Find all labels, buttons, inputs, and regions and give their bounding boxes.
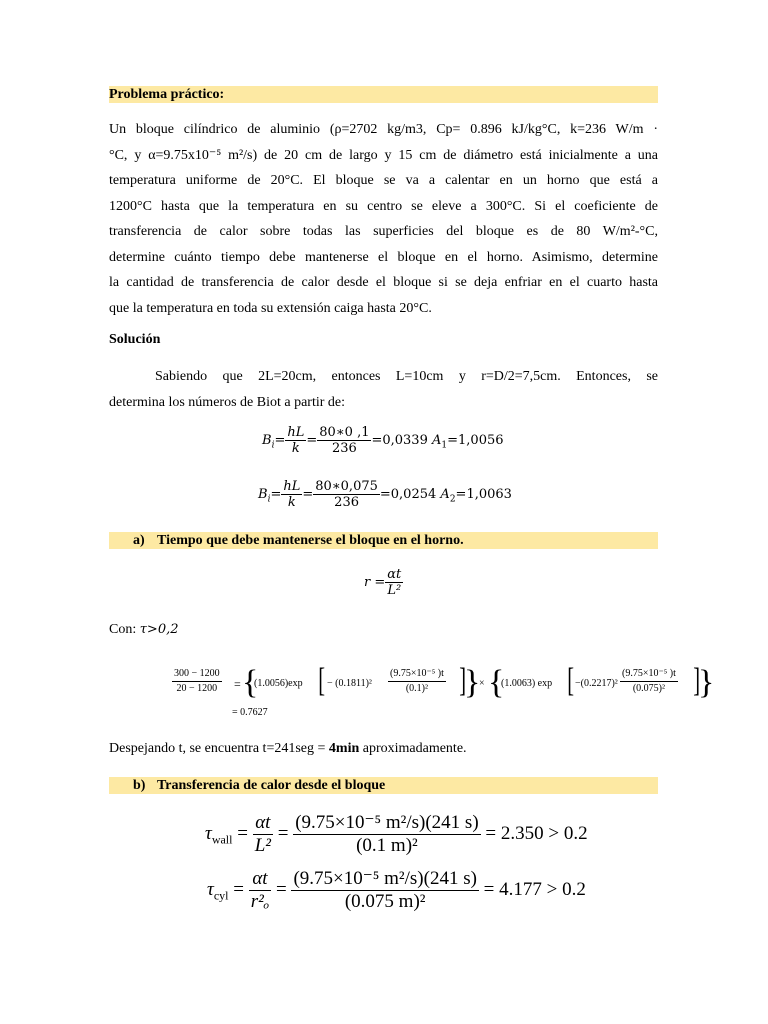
problem-heading: Problema práctico: (109, 86, 658, 103)
result-sentence: Despejando t, se encuentra t=241seg = 4min aproximadamente. (109, 741, 467, 756)
exponent-fraction-1: $\frac{\text{(9.75×10⁻⁵ )t}}{\text{(0.1)²}}$ (390, 668, 444, 694)
con-condition: Con: τ>0,2 (109, 622, 179, 637)
solution-heading: Solución (109, 332, 161, 347)
tau-equation: r = $\frac{\alpha t}{\text{L²}}$ (364, 567, 402, 598)
tau-cyl-equation: $\tau_{cyl}$ = $\frac{\alpha t}{\text{r²ₒ}}$ = $\frac{\text{(9.75×10⁻⁵ m²/s)(241 s)}}{\text{(0.075 m)²}}$ = 4.177 > 0.2 (207, 868, 586, 912)
section-b-heading: b) Transferencia de calor desde el bloque (109, 777, 658, 794)
solution-intro: Sabiendo que 2L=20cm, entonces L=10cm y r=D/2=7,5cm. Entonces, se determina los números de Biot a partir de: (109, 369, 658, 410)
exponent-fraction-2: $\frac{\text{(9.75×10⁻⁵ )t}}{\text{(0.075)²}}$ (622, 668, 676, 694)
biot-equation-2: $B_i=$ $\frac{hL}{k}$ = $\frac{80∗0,075}{236}$ =0,0254 $A_2=1,0063$ (258, 479, 512, 510)
problem-statement: Un bloque cilíndrico de aluminio (ρ=2702 kg/m3, Cp= 0.896 kJ/kg°C, k=236 W/m · °C, y α=9.75x10⁻⁵ m²/s) de 20 cm de largo y 15 cm de diámetro está inicialmente a una temperatura uniforme de 20°C. El bloque se va a calentar en un horno que está a 1200°C hasta que la temperatura en su centro se eleve a 300°C. Si el coeficiente de transferencia de calor sobre todas las superficies del bloque es de 80 W/m²-°C, determine cuánto tiempo debe mantenerse el bloque en el horno. Asimismo, determine la cantidad de transferencia de calor desde el bloque si se deja enfriar en el cuarto hasta que la temperatura en toda su extensión caiga hasta 20°C. (109, 122, 658, 316)
tau-wall-equation: $\tau_{wall}$ = $\frac{\alpha t}{\text{L²}}$ = $\frac{\text{(9.75×10⁻⁵ m²/s)(241 s)}}{\text{(0.1 m)²}}$ = 2.350 > 0.2 (205, 812, 588, 856)
ratio-fraction: $\frac{300 - 1200}{20 - 1200}$ (174, 668, 220, 694)
ratio-result: = 0.7627 (232, 707, 268, 718)
temperature-ratio-equation: $\frac{300 - 1200}{20 - 1200}$ = { (1.0056)exp [ − (0.1811)² $\frac{\text{(9.75×10⁻⁵ )t}}{\text{(0.1)²}}$ ] } × { (1.0063) exp [ −(0.2217)² $\frac{\text{(9.75×10⁻⁵ )t}}{\text{(0.075)²}}$ ] } = 0.7627 (174, 662, 715, 718)
section-a-heading: a) Tiempo que debe mantenerse el bloque en el horno. (109, 532, 658, 549)
biot-equation-1: $B_i=$ $\frac{hL}{k}$ = $\frac{80∗0 ,1}{236}$ =0,0339 $A_1=1,0056$ (262, 425, 504, 456)
